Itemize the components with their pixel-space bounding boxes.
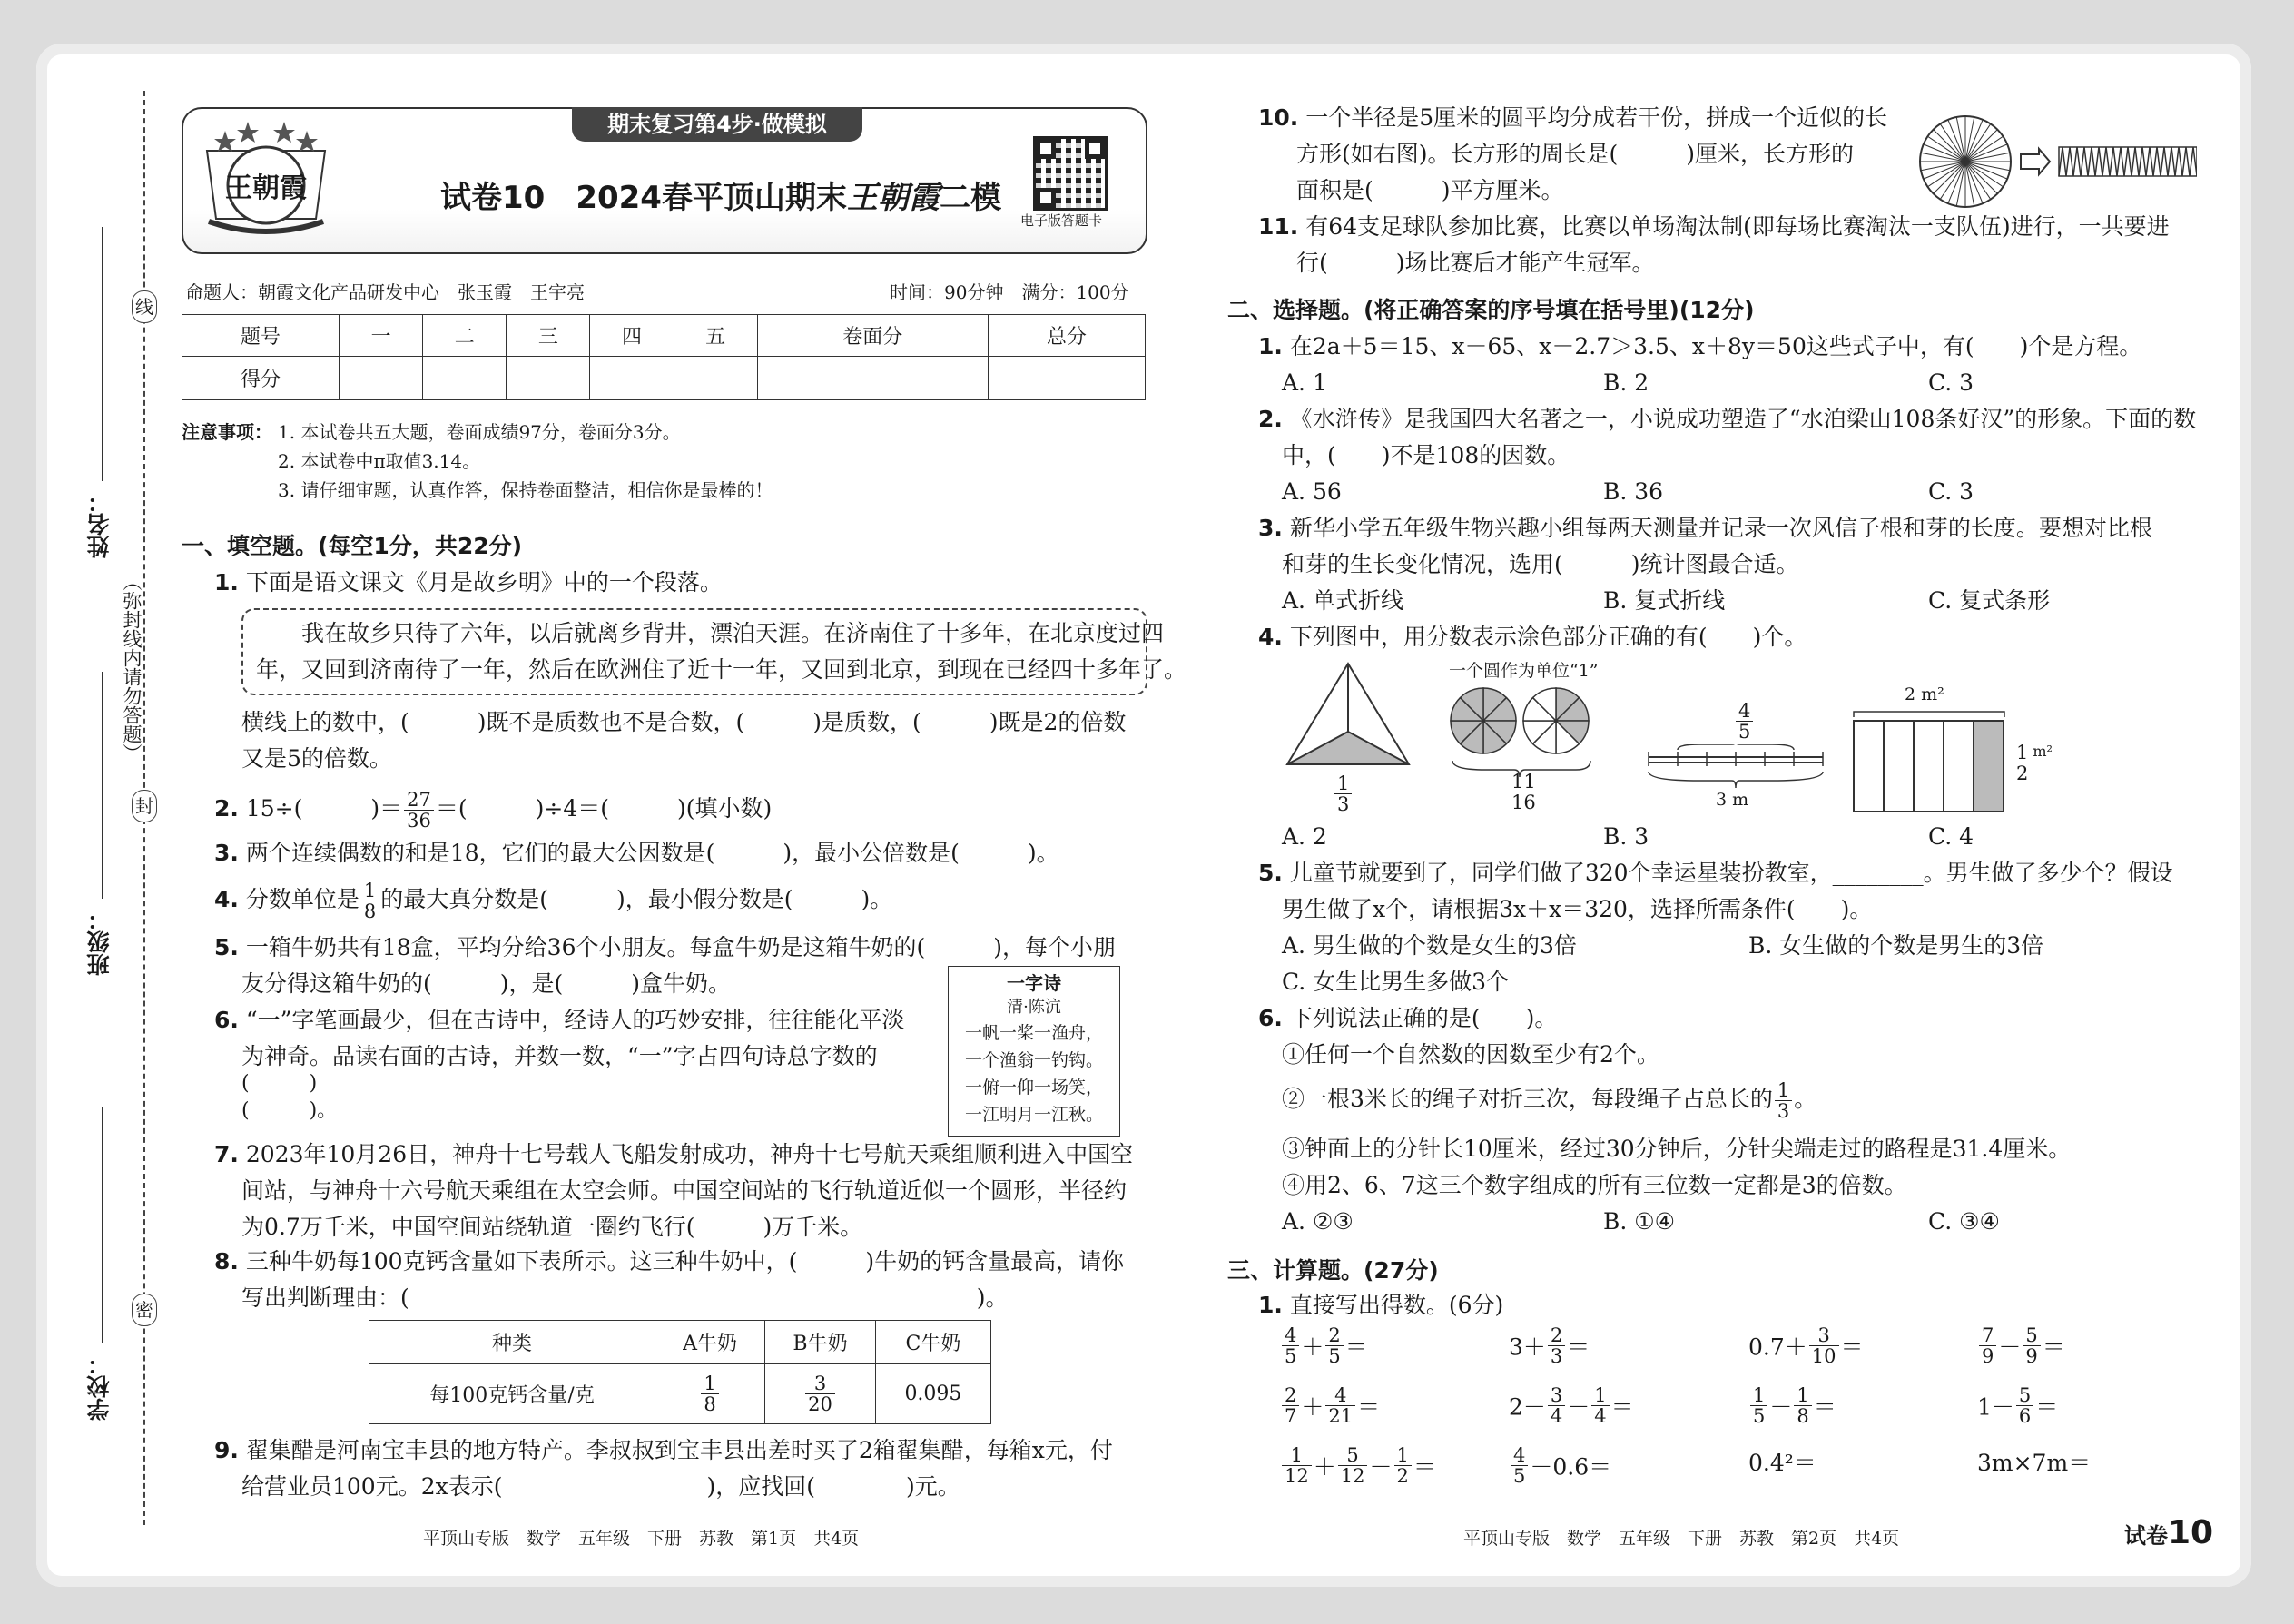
segment-length: 3 m	[1716, 790, 1749, 810]
option[interactable]: B. ①④	[1603, 1208, 1676, 1235]
qr-code[interactable]	[1033, 136, 1108, 211]
fraction: $\frac{1}{8}$	[361, 881, 379, 921]
q10: 10. 一个半径是5厘米的圆平均分成若干份，拼成一个近似的长	[1258, 104, 1888, 131]
calcium-header: B牛奶	[765, 1321, 876, 1364]
s1-q6-line: ( )	[241, 1071, 317, 1097]
exam-title	[440, 172, 1001, 217]
area-label: 2 m²	[1905, 684, 1944, 704]
circles-fraction: $\frac{11}{16}$	[1507, 772, 1541, 812]
s1-q1: 1. 下面是语文课文《月是故乡明》中的一个段落。	[214, 569, 723, 595]
statement: ④用2、6、7这三个数字组成的所有三位数一定都是3的倍数。	[1282, 1172, 1907, 1198]
qr-caption: 电子版答题卡	[1020, 212, 1103, 229]
score-cell[interactable]	[674, 357, 757, 400]
triangle-fraction: $\frac{1}{3}$	[1333, 773, 1354, 814]
s1-q7: 7. 2023年10月26日，神舟十七号载人飞船发射成功，神舟十七号航天乘组顺利进入中国空	[214, 1141, 1134, 1167]
option[interactable]: C. 复式条形	[1928, 587, 2051, 614]
statement: ③钟面上的分针长10厘米，经过30分钟后，分针尖端走过的路程是31.4厘米。	[1282, 1136, 2072, 1162]
score-cell[interactable]	[507, 357, 590, 400]
section-1-title: 一、填空题。(每空1分，共22分)	[182, 533, 523, 559]
score-cell[interactable]	[988, 357, 1145, 400]
s1-q6-line: ( )。	[241, 1099, 338, 1122]
calcium-row-label: 每100克钙含量/克	[369, 1364, 655, 1424]
score-cell[interactable]	[590, 357, 674, 400]
score-header: 总分	[988, 315, 1145, 357]
s2-q2-line: 中，( )不是108的因数。	[1282, 442, 1570, 468]
option[interactable]: B. 2	[1603, 369, 1649, 396]
school-field[interactable]	[102, 1107, 103, 1343]
calc-item[interactable]: 3m×7m＝	[1977, 1450, 2092, 1476]
poem-author: 清·陈沆	[1007, 998, 1061, 1017]
option[interactable]: C. 3	[1928, 369, 1974, 396]
binding-warning: （弥封线内请勿答题）	[121, 572, 143, 763]
calc-item[interactable]: 0.4²＝	[1748, 1450, 1816, 1476]
s1-q7-line: 为0.7万千米，中国空间站绕轨道一圈约飞行( )万千米。	[241, 1214, 863, 1240]
calcium-header: C牛奶	[875, 1321, 990, 1364]
calc-item[interactable]: 2－ $\frac{3}{4}$ － $\frac{1}{4}$ ＝	[1509, 1384, 1634, 1427]
s1-q4: 4. 分数单位是 $\frac{1}{8}$ 的最大真分数是( )，最小假分数是( )。	[214, 880, 893, 922]
option[interactable]: C. ③④	[1928, 1208, 2000, 1235]
option[interactable]: A. 2	[1282, 823, 1327, 850]
statement: ②一根3米长的绳子对折三次，每段绳子占总长的 $\frac{1}{3}$ 。	[1282, 1079, 1817, 1122]
s2-q5: 5. 儿童节就要到了，同学们做了320个幸运星装扮教室，________。男生做了多少个？假设	[1258, 860, 2173, 886]
option[interactable]: B. 36	[1603, 478, 1664, 505]
poem-line: 一江明月一江秋。	[964, 1105, 1103, 1125]
exam-title-main: 试卷10 2024春平顶山期末	[440, 180, 847, 216]
s1-q5-line: 友分得这箱牛奶的( )，是( )盒牛奶。	[241, 970, 732, 997]
binding-mark-line: 线	[132, 290, 157, 323]
notes-item: 3. 请仔细审题，认真作答，保持卷面整洁，相信你是最棒的！	[278, 479, 773, 501]
q10-line: 面积是( )平方厘米。	[1296, 177, 1564, 203]
notes-item: 1. 本试卷共五大题，卷面成绩97分，卷面分3分。	[278, 421, 681, 443]
score-header: 一	[340, 315, 423, 357]
calc-item[interactable]: $\frac{4}{5}$ ＋ $\frac{2}{5}$ ＝	[1280, 1325, 1368, 1366]
rectangle-figure	[1852, 708, 2006, 813]
score-header: 三	[507, 315, 590, 357]
rectangle-fraction: $\frac{1}{2}$ $^{m^2}$	[2012, 743, 2053, 783]
logo	[198, 114, 334, 241]
option[interactable]: A. 1	[1282, 369, 1327, 396]
score-header: 卷面分	[757, 315, 988, 357]
calc-item[interactable]: $\frac{1}{5}$ － $\frac{1}{8}$ ＝	[1748, 1385, 1836, 1426]
s1-q6: 6. “一”字笔画最少，但在古诗中，经诗人的巧妙安排，往往能化平淡	[214, 1007, 905, 1033]
q11-line: 行( )场比赛后才能产生冠军。	[1296, 250, 1655, 276]
calcium-table	[369, 1320, 991, 1424]
poem-line: 一帆一桨一渔舟，	[964, 1023, 1103, 1043]
score-cell[interactable]	[757, 357, 988, 400]
score-table	[182, 314, 1146, 400]
s1-q8-line: 写出判断理由：( )。	[241, 1284, 1009, 1311]
option[interactable]: A. 男生做的个数是女生的3倍	[1282, 932, 1577, 959]
score-header: 二	[423, 315, 507, 357]
option[interactable]: B. 3	[1603, 823, 1649, 850]
binding-mark-secret: 密	[132, 1294, 157, 1326]
segment-figure	[1645, 744, 1826, 790]
s1-q5: 5. 一箱牛奶共有18盒，平均分给36个小朋友。每盒牛奶是这箱牛奶的( )，每个小朋	[214, 934, 1116, 960]
s1-q2: 2. 15÷( )＝ $\frac{27}{36}$ ＝( )÷4＝( )(填小数)	[214, 789, 773, 832]
score-cell[interactable]	[423, 357, 507, 400]
fraction: $\frac{27}{36}$	[404, 790, 434, 831]
s2-q2: 2. 《水浒传》是我国四大名著之一，小说成功塑造了“水泊梁山108条好汉”的形象。下面的数	[1258, 406, 2197, 432]
section-3-title: 三、计算题。(27分)	[1227, 1257, 1439, 1284]
triangle-figure	[1280, 659, 1416, 777]
name-label: 姓名：	[86, 490, 113, 558]
footer-left: 平顶山专版 数学 五年级 下册 苏教 第1页 共4页	[423, 1529, 860, 1549]
notes-item: 2. 本试卷中π取值3.14。	[278, 450, 481, 472]
calc-item[interactable]: $\frac{1}{12}$ ＋ $\frac{5}{12}$ － $\frac{1}{2}$ ＝	[1280, 1445, 1436, 1486]
option[interactable]: A. 56	[1282, 478, 1342, 505]
class-label: 班级：	[86, 908, 113, 976]
section-2-title: 二、选择题。(将正确答案的序号填在括号里)(12分)	[1227, 297, 1755, 323]
footer-right: 平顶山专版 数学 五年级 下册 苏教 第2页 共4页	[1463, 1529, 1900, 1549]
s1-q3: 3. 两个连续偶数的和是18，它们的最大公因数是( )，最小公倍数是( )。	[214, 840, 1059, 866]
score-cell[interactable]	[340, 357, 423, 400]
exam-title-brand: 王朝霞	[846, 180, 940, 216]
s1-q6-line: 为神奇。品读右面的古诗，并数一数，“一”字占四句诗总字数的	[241, 1043, 878, 1069]
option[interactable]: C. 女生比男生多做3个	[1282, 969, 1510, 995]
passage-line: 我在故乡只待了六年，以后就离乡背井，漂泊天涯。在济南住了十多年，在北京度过四	[301, 620, 1165, 646]
s1-q9-line: 给营业员100元。2x表示( )，应找回( )元。	[241, 1473, 960, 1500]
s1-q1-line: 横线上的数中，( )既不是质数也不是合数，( )是质数，( )既是2的倍数	[241, 709, 1127, 735]
calc-item[interactable]: 1－ $\frac{5}{6}$ ＝	[1977, 1384, 2059, 1427]
s2-q3-line: 和芽的生长变化情况，选用( )统计图最合适。	[1282, 551, 1799, 577]
name-field[interactable]	[102, 227, 103, 481]
score-row-label: 得分	[182, 357, 340, 400]
segment-fraction: $\frac{4}{5}$	[1734, 701, 1755, 742]
calcium-a: $\frac{1}{8}$	[655, 1364, 765, 1424]
calc-item[interactable]: $\frac{4}{5}$ －0.6＝	[1509, 1445, 1611, 1486]
calc-item[interactable]: $\frac{7}{9}$ － $\frac{5}{9}$ ＝	[1977, 1325, 2065, 1366]
s1-q9: 9. 翟集醋是河南宝丰县的地方特产。李叔叔到宝丰县出差时买了2箱翟集醋，每箱x元，付	[214, 1437, 1113, 1463]
s2-q5-line: 男生做了x个，请根据3x＋x＝320，选择所需条件( )。	[1282, 896, 1873, 922]
exam-authors: 命题人：朝霞文化产品研发中心 张玉霞 王宇亮	[185, 281, 585, 303]
poem-title: 一字诗	[1007, 972, 1061, 994]
calc-item[interactable]: $\frac{2}{7}$ ＋ $\frac{4}{21}$ ＝	[1280, 1385, 1380, 1426]
s2-q1: 1. 在2a＋5＝15、x－65、x－2.7＞3.5、x＋8y＝50这些式子中，有( )个是方程。	[1258, 333, 2142, 359]
option[interactable]: A. 单式折线	[1282, 587, 1403, 614]
score-header: 四	[590, 315, 674, 357]
option[interactable]: C. 3	[1928, 478, 1974, 505]
poem-line: 一个渔翁一钓钩。	[964, 1050, 1103, 1070]
q11: 11. 有64支足球队参加比赛，比赛以单场淘汰制(即每场比赛淘汰一支队伍)进行，一共要进	[1258, 213, 2170, 240]
option[interactable]: A. ②③	[1282, 1208, 1354, 1235]
binding-mark-seal: 封	[132, 790, 157, 822]
calcium-header: 种类	[369, 1321, 655, 1364]
circles-figure	[1449, 683, 1603, 782]
score-header: 题号	[182, 315, 340, 357]
s1-q8: 8. 三种牛奶每100克钙含量如下表所示。这三种牛奶中，( )牛奶的钙含量最高，请你	[214, 1248, 1125, 1275]
option[interactable]: B. 复式折线	[1603, 587, 1726, 614]
poem-line: 一俯一仰一场笑，	[964, 1078, 1103, 1097]
school-label: 学校：	[86, 1353, 113, 1421]
option[interactable]: C. 4	[1928, 823, 1974, 850]
option[interactable]: B. 女生做的个数是男生的3倍	[1748, 932, 2044, 959]
circle-to-rectangle-figure	[1915, 107, 2197, 216]
calcium-c: 0.095	[875, 1364, 990, 1424]
exam-title-suffix: 二模	[939, 180, 1001, 216]
s3-q1: 1. 直接写出得数。(6分)	[1258, 1292, 1504, 1318]
calcium-b: $\frac{3}{20}$	[765, 1364, 876, 1424]
score-header: 五	[674, 315, 757, 357]
calc-item[interactable]: 3＋ $\frac{2}{3}$ ＝	[1509, 1324, 1590, 1367]
s1-q1-line: 又是5的倍数。	[241, 745, 392, 772]
passage-line: 年，又回到济南待了一年，然后在欧洲住了近十一年，又回到北京，到现在已经四十多年了。	[256, 656, 1187, 683]
calc-item[interactable]: 0.7＋ $\frac{3}{10}$ ＝	[1748, 1324, 1864, 1367]
notes-label: 注意事项：	[182, 421, 272, 443]
calculation-grid	[1280, 1325, 2188, 1507]
statement: ①任何一个自然数的因数至少有2个。	[1282, 1041, 1659, 1068]
s2-q6: 6. 下列说法正确的是( )。	[1258, 1005, 1558, 1031]
calcium-header: A牛奶	[655, 1321, 765, 1364]
poem-box	[948, 966, 1120, 1137]
circle-unit-label: 一个圆作为单位“1”	[1449, 661, 1599, 681]
header-banner: 期末复习第4步·做模拟	[572, 107, 862, 142]
paper-tag: 试卷10	[2124, 1514, 2214, 1551]
q10-line: 方形(如右图)。长方形的周长是( )厘米，长方形的	[1296, 141, 1855, 167]
s1-q7-line: 间站，与神舟十六号航天乘组在太空会师。中国空间站的飞行轨道近似一个圆形，半径约	[241, 1177, 1127, 1204]
s2-q3: 3. 新华小学五年级生物兴趣小组每两天测量并记录一次风信子根和芽的长度。要想对比根	[1258, 515, 2152, 541]
logo-text: 王朝霞	[225, 172, 307, 204]
exam-time: 时间：90分钟 满分：100分	[890, 281, 1129, 303]
s2-q4: 4. 下列图中，用分数表示涂色部分正确的有( )个。	[1258, 624, 1807, 650]
class-field[interactable]	[102, 672, 103, 899]
